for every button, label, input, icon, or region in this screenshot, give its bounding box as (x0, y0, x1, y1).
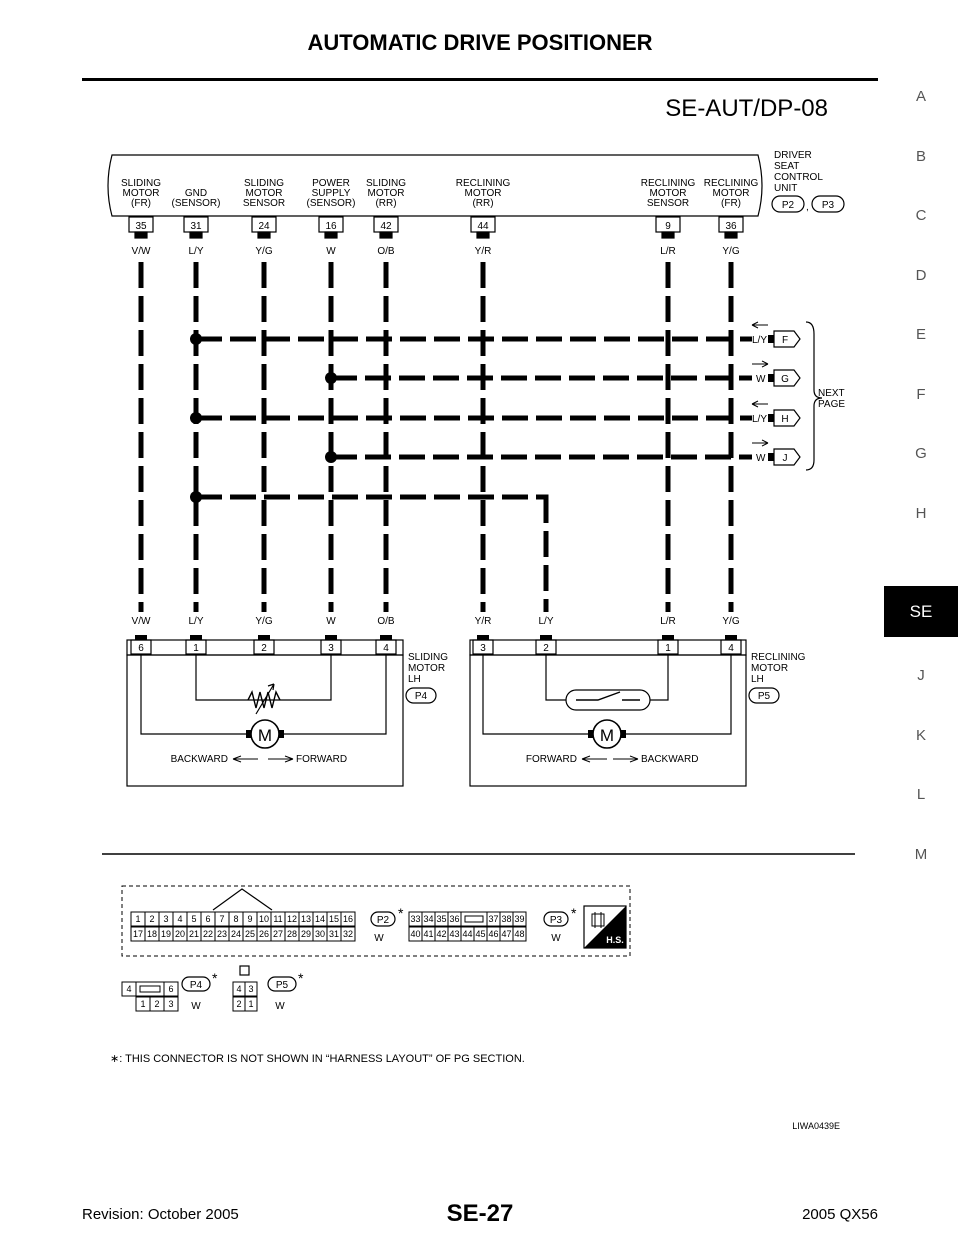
internal-wire (282, 655, 386, 734)
splice-dot (325, 372, 337, 384)
function-label: MOTOR (712, 188, 750, 199)
connector-pin-label: 27 (272, 929, 284, 939)
connector-note: ∗: THIS CONNECTOR IS NOT SHOWN IN “HARNESS LAYOUT” OF PG SECTION. (110, 1053, 525, 1065)
connector-pin-label: 10 (258, 914, 270, 924)
connector-pin-label: 34 (423, 914, 434, 924)
function-label: (SENSOR) (306, 198, 356, 209)
connector-pin-label: 47 (501, 929, 512, 939)
connector-badge-label: P3 (821, 200, 835, 211)
wire-color: Y/R (474, 246, 492, 257)
connector-pin-label: 22 (202, 929, 214, 939)
connector-pin-label: 3 (168, 999, 174, 1009)
connector-badge-label: P2 (781, 200, 795, 211)
control-unit-label (774, 150, 823, 194)
star-mark: * (398, 905, 404, 921)
internal-wire (650, 655, 668, 700)
next-wire-color: L/Y (752, 414, 768, 425)
connector-pin-label: 1 (140, 999, 146, 1009)
direction-label: FORWARD (525, 754, 577, 765)
connector-pin-label: 1 (135, 914, 141, 924)
connector-badge-label: P5 (757, 691, 771, 702)
function-label: (SENSOR) (171, 198, 221, 209)
connector-pin-label: 2 (154, 999, 160, 1009)
arrow-left-icon (752, 401, 768, 407)
function-label: MOTOR (649, 188, 687, 199)
connector-pin-label: 7 (219, 914, 225, 924)
pin-number: 42 (380, 221, 392, 232)
section-tab-active[interactable]: SE (884, 586, 958, 637)
p3-connector-grid (409, 912, 526, 941)
control-unit-name: SEAT (774, 161, 800, 172)
connector-key (140, 986, 160, 992)
connector-color: W (275, 1001, 285, 1012)
connector-pin-label: 39 (514, 914, 525, 924)
connector-pin-label: 3 (163, 914, 169, 924)
internal-wire (141, 655, 249, 734)
direction-label: BACKWARD (641, 754, 699, 765)
connector-key (240, 966, 249, 975)
function-label: SENSOR (646, 198, 690, 209)
connector-latch (213, 889, 272, 910)
function-label: RECLINING (455, 178, 511, 189)
function-label: MOTOR (122, 188, 160, 199)
connector-views (122, 886, 630, 1012)
p4-connector-grid (122, 982, 178, 1011)
connector-pin-label: 20 (174, 929, 186, 939)
connector-pin-label: 15 (328, 914, 340, 924)
connector-pin-label: 41 (423, 929, 434, 939)
next-page-connectors (752, 322, 845, 470)
wire-color: L/Y (188, 616, 204, 627)
next-page-label: NEXT (818, 388, 845, 399)
pin-number: 44 (477, 221, 489, 232)
splice-dot (190, 333, 202, 345)
section-tab[interactable]: J (917, 667, 925, 684)
hs-badge-icon (584, 906, 626, 948)
section-tab[interactable]: M (914, 846, 928, 863)
pin-number: 6 (138, 643, 144, 654)
pin-number: 3 (480, 643, 486, 654)
next-page-label: PAGE (818, 399, 846, 410)
next-wire-color: L/Y (752, 335, 768, 346)
connector-badge-label: P4 (414, 691, 428, 702)
top-wire-labels (132, 246, 740, 257)
footer-page-number: SE-27 (446, 1200, 514, 1227)
motor-name: MOTOR (751, 663, 789, 674)
connector-pin-label: 6 (168, 984, 174, 994)
pin-number: 2 (543, 643, 549, 654)
function-label: GND (184, 188, 208, 199)
connector-pin-label: 30 (314, 929, 326, 939)
direction-label: FORWARD (296, 754, 348, 765)
pin-number: 24 (258, 221, 270, 232)
next-page-letter: H (781, 414, 789, 425)
switch-icon (576, 692, 640, 700)
star-mark: * (298, 970, 304, 986)
arrow-left-icon (582, 756, 607, 762)
wire-color: Y/G (722, 246, 740, 257)
connector-pin-label: 33 (410, 914, 421, 924)
control-unit-name: DRIVER (774, 150, 812, 161)
star-mark: * (212, 970, 218, 986)
connector-pin-label: 17 (132, 929, 144, 939)
diagram-code: SE-AUT/DP-08 (665, 95, 828, 122)
control-unit-connectors (772, 196, 844, 213)
connector-pin-label: 46 (488, 929, 499, 939)
function-label: (FR) (721, 198, 741, 209)
function-label: SLIDING (243, 178, 285, 189)
connector-pin-label: 35 (436, 914, 447, 924)
internal-wire (483, 655, 592, 734)
sliding-motor-pins (131, 635, 396, 654)
connector-pin-label: 23 (216, 929, 228, 939)
bottom-wire-labels (132, 616, 740, 627)
connector-pin-label: 24 (230, 929, 242, 939)
function-label: MOTOR (245, 188, 283, 199)
function-label: (FR) (131, 198, 151, 209)
next-wire-color: W (756, 374, 766, 385)
pin-number: 35 (135, 221, 147, 232)
connector-pin-label: 8 (233, 914, 239, 924)
connector-pin-label: 3 (248, 984, 254, 994)
connector-pin-label: 14 (314, 914, 326, 924)
connector-pin-label: 43 (449, 929, 460, 939)
wire-color: Y/G (722, 616, 740, 627)
pin-number: 1 (193, 643, 199, 654)
function-label: MOTOR (464, 188, 502, 199)
pin-number: 2 (261, 643, 267, 654)
function-label: SLIDING (120, 178, 162, 189)
wire-color: L/Y (188, 246, 204, 257)
star-mark: * (571, 905, 577, 921)
next-page-letter: F (781, 335, 789, 346)
pin-number: 4 (383, 643, 389, 654)
connector-pin-label: 26 (258, 929, 270, 939)
pin-number: 36 (725, 221, 737, 232)
connector-pin-label: 5 (191, 914, 197, 924)
pin-number: 16 (325, 221, 337, 232)
sliding-motor-lh (127, 635, 448, 786)
connector-badge-label: P5 (275, 980, 289, 991)
connector-color: W (374, 933, 384, 944)
wire-color: L/R (660, 246, 676, 257)
wire-color: V/W (131, 616, 151, 627)
connector-pin-label: 40 (410, 929, 421, 939)
connector-badge-label: P2 (376, 915, 390, 926)
section-tab[interactable]: A (915, 88, 926, 105)
wire-color: Y/G (255, 616, 273, 627)
pin-number: 9 (665, 221, 671, 232)
connector-pin-label: 4 (126, 984, 132, 994)
motor-name: MOTOR (408, 663, 446, 674)
connector-pin-label: 37 (488, 914, 499, 924)
hs-label: H.S. (606, 935, 624, 945)
arrow-left-icon (752, 322, 768, 328)
motor-symbol: M (599, 726, 615, 745)
figure-reference-code: LIWA0439E (792, 1121, 840, 1131)
section-tab[interactable]: G (915, 445, 927, 462)
section-tab[interactable]: E (915, 326, 926, 343)
p5-connector-grid (233, 982, 257, 1011)
connector-pin-label: 42 (436, 929, 447, 939)
section-tab[interactable]: D (915, 267, 927, 284)
connector-pin-label: 31 (328, 929, 340, 939)
next-page-letter: J (782, 453, 788, 464)
next-page-letter: G (781, 374, 789, 385)
connector-pin-label: 38 (501, 914, 512, 924)
function-label: RECLINING (640, 178, 696, 189)
connector-pin-label: 12 (286, 914, 298, 924)
arrow-right-icon (613, 756, 638, 762)
section-tab[interactable]: K (915, 727, 926, 744)
direction-label: BACKWARD (170, 754, 228, 765)
splice-dot (325, 451, 337, 463)
connector-pin-label: 13 (300, 914, 312, 924)
control-unit-name: UNIT (774, 183, 798, 194)
connector-pin-label: 18 (146, 929, 158, 939)
function-label: (RR) (375, 198, 397, 209)
connector-strip (470, 640, 746, 655)
connector-pin-label: 4 (177, 914, 183, 924)
wire-color: L/Y (538, 616, 554, 627)
p2-connector-grid (131, 912, 355, 941)
function-label: SUPPLY (311, 188, 351, 199)
connector-pin-label: 44 (462, 929, 473, 939)
connector-pin-label: 25 (244, 929, 256, 939)
arrow-right-icon (268, 756, 293, 762)
footer-model: 2005 QX56 (802, 1206, 878, 1223)
arrow-right-icon (752, 440, 768, 446)
function-label: (RR) (472, 198, 494, 209)
wire-color: O/B (377, 246, 395, 257)
pin-number: 3 (328, 643, 334, 654)
internal-wire (624, 655, 731, 734)
function-label: RECLINING (703, 178, 759, 189)
connector-pin-label: 45 (475, 929, 486, 939)
section-tab[interactable]: H (915, 505, 927, 522)
connector-badge-label: P4 (189, 980, 203, 991)
connector-pin-label: 19 (160, 929, 172, 939)
connector-pin-label: 16 (342, 914, 354, 924)
connector-pin-label: 28 (286, 929, 298, 939)
connector-color: W (551, 933, 561, 944)
wire (196, 497, 546, 510)
internal-wire (546, 655, 566, 700)
connector-separator: , (806, 202, 809, 213)
connector-pin-label: 6 (205, 914, 211, 924)
arrow-left-icon (233, 756, 258, 762)
splice-dot (190, 412, 202, 424)
connector-pin-label: 9 (247, 914, 253, 924)
connector-key (465, 916, 483, 922)
pin-number: 31 (190, 221, 202, 232)
internal-wire (196, 655, 331, 700)
pin-number: 4 (728, 643, 734, 654)
connector-pin-label: 48 (514, 929, 525, 939)
connector-pin-label: 21 (188, 929, 200, 939)
arrow-right-icon (752, 361, 768, 367)
connector-color: W (191, 1001, 201, 1012)
connector-pin-label: 36 (449, 914, 460, 924)
function-label: POWER (312, 178, 350, 189)
wire-color: Y/R (474, 616, 492, 627)
function-label: SENSOR (242, 198, 286, 209)
reclining-motor-lh (470, 635, 806, 786)
section-tab[interactable]: L (916, 786, 926, 803)
connector-pin-label: 1 (248, 999, 254, 1009)
connector-badge-label: P3 (549, 915, 563, 926)
function-label: SLIDING (365, 178, 407, 189)
top-function-labels (121, 178, 758, 209)
connector-pin-label: 2 (236, 999, 242, 1009)
connector-pin-label: 32 (342, 929, 354, 939)
wire-color: V/W (131, 246, 151, 257)
vertical-wires (141, 262, 731, 612)
control-unit-name: CONTROL (774, 172, 823, 183)
section-tab[interactable]: B (915, 148, 926, 165)
connector-pin-label: 29 (300, 929, 312, 939)
wire-color: W (326, 246, 336, 257)
section-tab[interactable]: C (915, 207, 927, 224)
motor-name: SLIDING (408, 652, 449, 663)
splice-dot (190, 491, 202, 503)
wire-color: W (326, 616, 336, 627)
motor-name: LH (408, 674, 421, 685)
wire-color: Y/G (255, 246, 273, 257)
function-label: MOTOR (367, 188, 405, 199)
pin-number: 1 (665, 643, 671, 654)
wire-color: L/R (660, 616, 676, 627)
motor-name: RECLINING (751, 652, 806, 663)
connector-pin-label: 11 (273, 914, 283, 924)
wire-color: O/B (377, 616, 395, 627)
connector-pin-label: 4 (236, 984, 242, 994)
reclining-motor-pins (473, 635, 741, 654)
motor-name: LH (751, 674, 764, 685)
next-wire-color: W (756, 453, 766, 464)
footer-revision: Revision: October 2005 (82, 1206, 239, 1223)
page-header-title: AUTOMATIC DRIVE POSITIONER (307, 30, 653, 55)
motor-symbol: M (257, 726, 273, 745)
connector-pin-label: 2 (149, 914, 155, 924)
top-pin-boxes (129, 217, 743, 238)
section-tab[interactable]: F (916, 386, 926, 403)
